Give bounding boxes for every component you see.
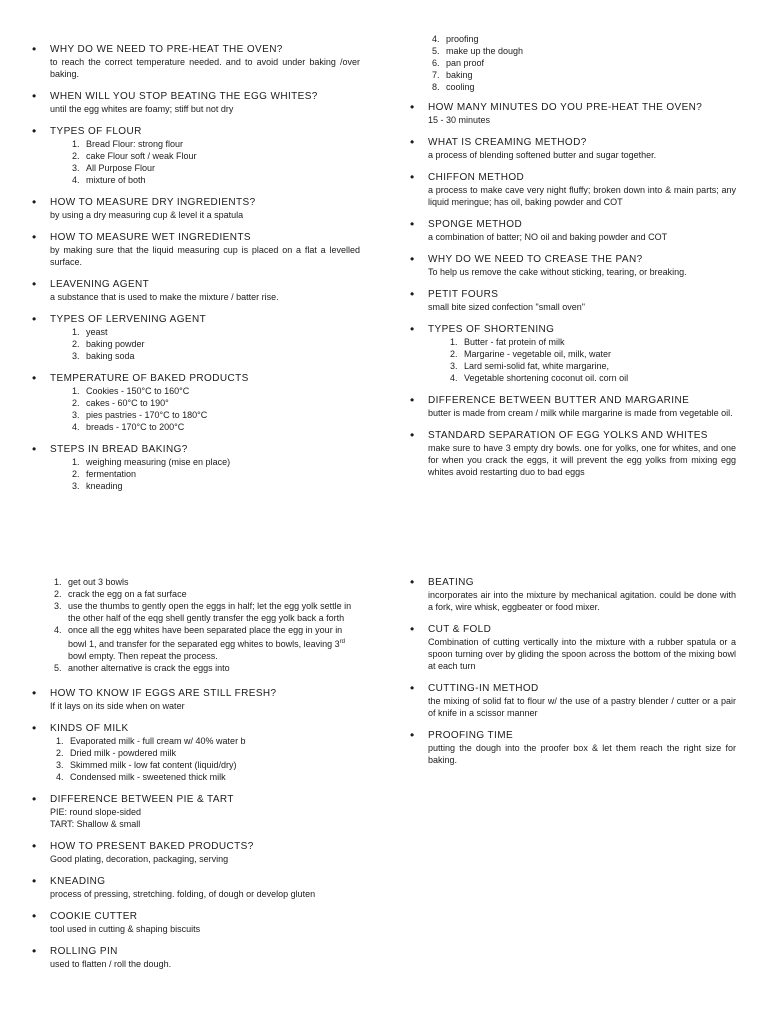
list-item: 1. Butter - fat protein of milk <box>460 336 736 348</box>
answer-list <box>428 336 736 384</box>
question-heading: • HOW TO MEASURE DRY INGREDIENTS? <box>50 197 256 208</box>
qa-item-sponge-method <box>410 219 736 243</box>
list-item: 2. fermentation <box>82 468 360 480</box>
answer-text: small bite sized confection "small oven" <box>428 302 585 312</box>
qa-item-proofing-time <box>410 730 736 766</box>
qa-item-cut-fold <box>410 624 736 672</box>
qa-item-temperature-of-baked-products <box>32 373 360 433</box>
step-item: 3. use the thumbs to gently open the eggs in half; let the egg yolk settle in the other half of the eqg shell gently transfer the egg yolk back a forth <box>64 600 360 624</box>
list-item: 3. Skimmed milk - low fat content (liquid/dry) <box>66 759 360 771</box>
list-item: 4. Vegetable shortening coconut oil. corn oil <box>460 372 736 384</box>
question-heading: • LEAVENING AGENT <box>50 279 150 290</box>
list-item: 2. cakes - 60°C to 190° <box>82 397 360 409</box>
qa-item-how-to-measure-dry-ingredients <box>32 197 360 221</box>
list-item: 1. Cookies - 150°C to 160°C <box>82 385 360 397</box>
question-heading: • ROLLING PIN <box>50 946 118 957</box>
qa-item-types-of-shortening <box>410 324 736 384</box>
qa-item-types-of-lervening-agent <box>32 314 360 362</box>
qa-item-what-is-creaming-method <box>410 137 736 161</box>
list-item: 4. proofing <box>442 33 736 45</box>
qa-item-petit-fours <box>410 289 736 313</box>
question-heading: • TEMPERATURE OF BAKED PRODUCTS <box>50 373 249 384</box>
answer-text: TART: Shallow & small <box>50 819 141 829</box>
qa-item-cutting-in-method <box>410 683 736 719</box>
question-heading: • TYPES OF LERVENING AGENT <box>50 314 207 325</box>
step-item: 5. another alternative is crack the eggs into <box>64 662 360 674</box>
top-left-column <box>32 44 360 503</box>
question-heading: • TYPES OF FLOUR <box>50 126 142 137</box>
qa-item-chiffon-method <box>410 172 736 208</box>
question-heading: • HOW MANY MINUTES DO YOU PRE-HEAT THE OVEN? <box>428 102 703 113</box>
answer-text: used to flatten / roll the dough. <box>50 959 172 969</box>
answer-text: by making sure that the liquid measuring cup is placed on a flat a levelled surface. <box>50 245 360 267</box>
qa-item-cookie-cutter <box>32 911 360 935</box>
question-heading: • STEPS IN BREAD BAKING? <box>50 444 188 455</box>
qa-item-how-to-present-baked-products <box>32 841 360 865</box>
step-item: 2. crack the egg on a fat surface <box>64 588 360 600</box>
bottom-left-column <box>32 576 360 981</box>
step-item: 1. get out 3 bowls <box>64 576 360 588</box>
step-item: 4. once all the egg whites have been separated place the egg in your in bowl 1, and transfer for the separated egg whites to bowls, leaving 3rd bowl empty. Then repeat the process. <box>64 624 360 662</box>
list-item: 1. Bread Flour: strong flour <box>82 138 360 150</box>
question-heading: • CHIFFON METHOD <box>428 172 525 183</box>
answer-list <box>50 385 360 433</box>
answer-text: Good plating, decoration, packaging, serving <box>50 854 229 864</box>
qa-item-beating <box>410 577 736 613</box>
qa-item-rolling-pin <box>32 946 360 970</box>
qa-item-difference-between-pie-tart <box>32 794 360 830</box>
answer-list <box>50 456 360 492</box>
answer-text: the mixing of solid fat to flour w/ the use of a pastry blender / cutter or a pair of knife in a scissor manner <box>428 696 736 718</box>
answer-text: process of pressing, stretching. folding, of dough or develop gluten <box>50 889 316 899</box>
list-item: 2. cake Flour soft / weak Flour <box>82 150 360 162</box>
list-item: 5. make up the dough <box>442 45 736 57</box>
list-item: 4. Condensed milk - sweetened thick milk <box>66 771 360 783</box>
list-item: 2. Margarine - vegetable oil, milk, water <box>460 348 736 360</box>
list-item: 6. pan proof <box>442 57 736 69</box>
list-item: 3. kneading <box>82 480 360 492</box>
answer-text: tool used in cutting & shaping biscuits <box>50 924 201 934</box>
list-item: 3. Lard semi-solid fat, white margarine, <box>460 360 736 372</box>
question-heading: • CUT & FOLD <box>428 624 492 635</box>
answer-text: To help us remove the cake without sticking, tearing, or breaking. <box>428 267 687 277</box>
question-heading: • PROOFING TIME <box>428 730 514 741</box>
qa-item-how-to-know-if-eggs-are-still-fresh <box>32 688 360 712</box>
bottom-left-items <box>32 688 360 970</box>
answer-list <box>50 735 360 783</box>
list-item: 7. baking <box>442 69 736 81</box>
question-heading: • SPONGE METHOD <box>428 219 523 230</box>
answer-text: a substance that is used to make the mixture / batter rise. <box>50 292 279 302</box>
qa-item-types-of-flour <box>32 126 360 186</box>
question-heading: • HOW TO KNOW IF EGGS ARE STILL FRESH? <box>50 688 277 699</box>
question-heading: • WHY DO WE NEED TO CREASE THE PAN? <box>428 254 643 265</box>
qa-item-how-many-minutes-do-you-pre-heat-the-ove <box>410 102 736 126</box>
question-heading: • DIFFERENCE BETWEEN PIE & TART <box>50 794 234 805</box>
list-item: 2. Dried milk - powdered milk <box>66 747 360 759</box>
list-item: 2. baking powder <box>82 338 360 350</box>
list-item: 3. All Purpose Flour <box>82 162 360 174</box>
answer-list <box>50 138 360 186</box>
list-item: 1. Evaporated milk - full cream w/ 40% water b <box>66 735 360 747</box>
answer-text: by using a dry measuring cup & level it a spatula <box>50 210 244 220</box>
list-item: 8. cooling <box>442 81 736 93</box>
answer-text: make sure to have 3 empty dry bowls. one for yolks, one for whites, and one for when you crack the eggs, it will prevent the egg yolks from mixing egg whites avoid restarting duo to bad eggs <box>428 443 736 477</box>
qa-item-why-do-we-need-to-pre-heat-the-oven <box>32 44 360 80</box>
list-item: 4. mixture of both <box>82 174 360 186</box>
list-item: 3. pies pastries - 170°C to 180°C <box>82 409 360 421</box>
list-item: 1. weighing measuring (mise en place) <box>82 456 360 468</box>
question-heading: • WHY DO WE NEED TO PRE-HEAT THE OVEN? <box>50 44 283 55</box>
egg-separation-steps <box>32 576 360 674</box>
question-heading: • HOW TO MEASURE WET INGREDIENTS <box>50 232 251 243</box>
list-item: 3. baking soda <box>82 350 360 362</box>
question-heading: • TYPES OF SHORTENING <box>428 324 555 335</box>
answer-text: If it lays on its side when on water <box>50 701 185 711</box>
qa-item-kneading <box>32 876 360 900</box>
list-item: 4. breads - 170°C to 200°C <box>82 421 360 433</box>
qa-item-when-will-you-stop-beating-the-egg-white <box>32 91 360 115</box>
question-heading: • WHAT IS CREAMING METHOD? <box>428 137 587 148</box>
answer-text: incorporates air into the mixture by mechanical agitation. could be done with a fork, wire whisk, eggbeater or food mixer. <box>428 590 736 612</box>
answer-text: 15 - 30 minutes <box>428 115 491 125</box>
qa-item-how-to-measure-wet-ingredients <box>32 232 360 268</box>
answer-text: butter is made from cream / milk while margarine is made from vegetable oil. <box>428 408 733 418</box>
question-heading: • DIFFERENCE BETWEEN BUTTER AND MARGARINE <box>428 395 690 406</box>
question-heading: • CUTTING-IN METHOD <box>428 683 539 694</box>
top-right-column <box>410 33 736 489</box>
continued-steps-list <box>410 33 736 93</box>
answer-text: Combination of cutting vertically into the mixture with a rubber spatula or a spoon turning over by gliding the spoon across the bottom of the mixing bowl at each turn <box>428 637 736 671</box>
question-heading: • STANDARD SEPARATION OF EGG YOLKS AND WHITES <box>428 430 708 441</box>
answer-text: until the egg whites are foamy; stiff but not dry <box>50 104 234 114</box>
question-heading: • KINDS OF MILK <box>50 723 129 734</box>
qa-item-why-do-we-need-to-crease-the-pan <box>410 254 736 278</box>
top-right-items <box>410 102 736 478</box>
qa-item-kinds-of-milk <box>32 723 360 783</box>
answer-text: a combination of batter; NO oil and baking powder and COT <box>428 232 668 242</box>
list-item: 1. yeast <box>82 326 360 338</box>
answer-text: to reach the correct temperature needed. and to avoid under baking /over baking. <box>50 57 360 79</box>
answer-list <box>50 326 360 362</box>
question-heading: • KNEADING <box>50 876 106 887</box>
question-heading: • COOKIE CUTTER <box>50 911 138 922</box>
answer-text: putting the dough into the proofer box & let them reach the right size for baking. <box>428 743 736 765</box>
question-heading: • PETIT FOURS <box>428 289 499 300</box>
question-heading: • HOW TO PRESENT BAKED PRODUCTS? <box>50 841 254 852</box>
bottom-right-column <box>410 577 736 777</box>
qa-item-standard-separation-of-egg-yolks-and-whi <box>410 430 736 478</box>
question-heading: • WHEN WILL YOU STOP BEATING THE EGG WHITES? <box>50 91 318 102</box>
question-heading: • BEATING <box>428 577 474 588</box>
qa-item-difference-between-butter-and-margarine <box>410 395 736 419</box>
qa-item-leavening-agent <box>32 279 360 303</box>
answer-text: a process of blending softened butter and sugar together. <box>428 150 657 160</box>
answer-text: a process to make cave very night fluffy; broken down into & main parts; any liquid meringue; has oil, baking powder and COT <box>428 185 736 207</box>
qa-item-steps-in-bread-baking <box>32 444 360 492</box>
answer-text: PIE: round slope-sided <box>50 807 142 817</box>
